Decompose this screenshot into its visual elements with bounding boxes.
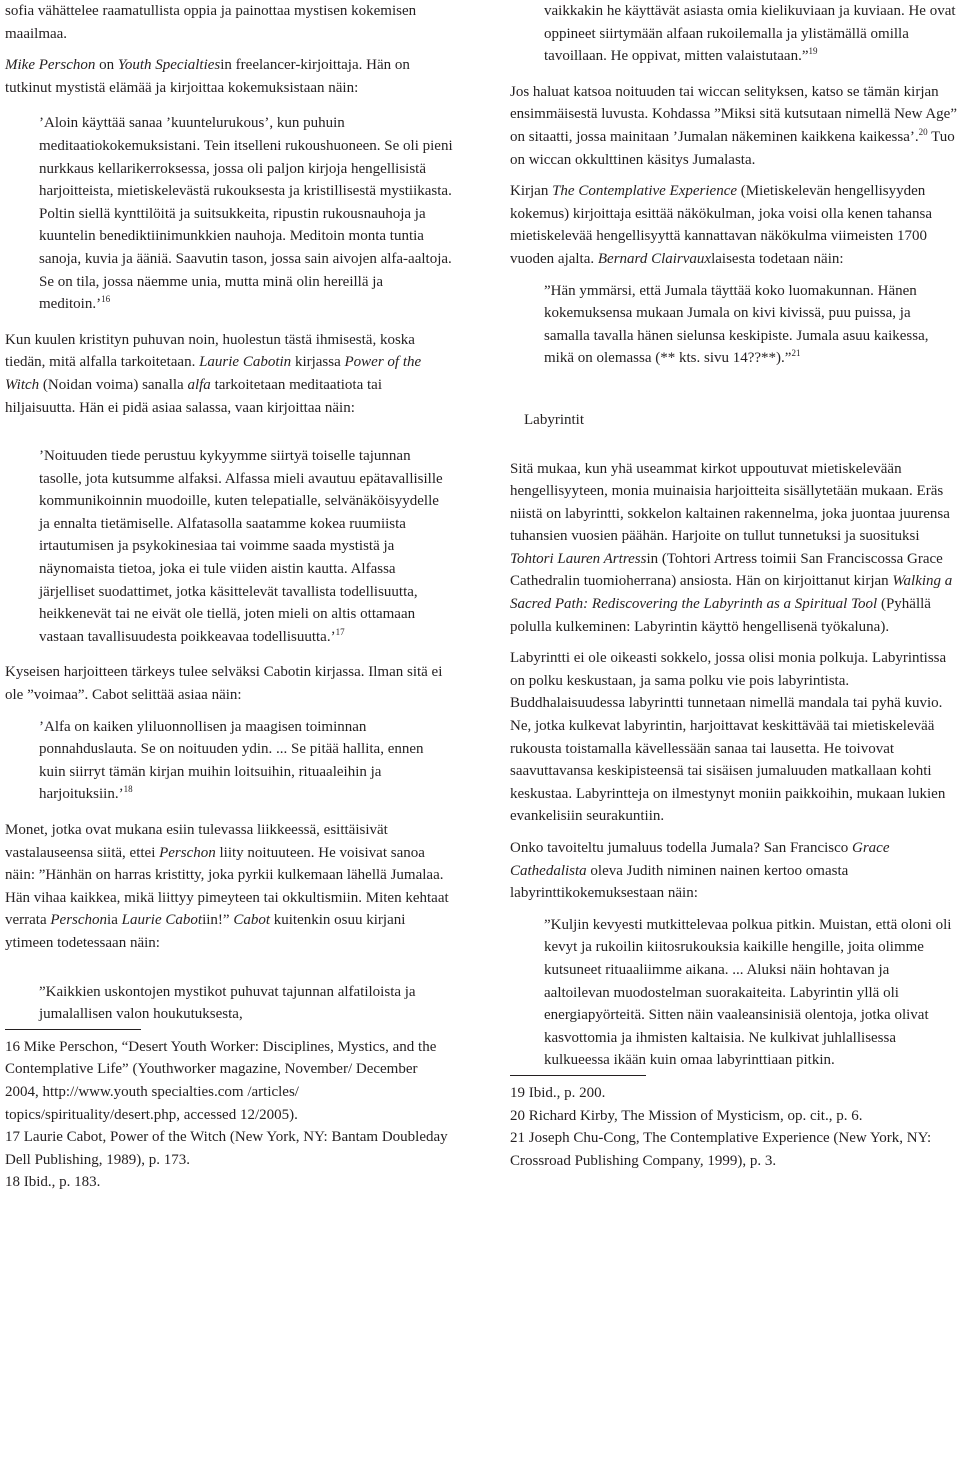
block-quote: ’Noituuden tiede perustuu kykyymme siirtyä toiselle tajunnan tasolle, jota kutsumme alfaksi. Alfassa mieli avautuu epätavallisille kommunikoinnin muodoille, kuten telepatialle, selvänäköisyydelle ja ennalta tietämiselle. Alfatasolla saatamme kokea ruumiista irtautumisen ja psykokinesiaa tai voimme saada mystistä ja näynomaista tietoa, joka ei tule viiden aistin kautta. Alfassa järjelliset suodattimet, jotka käsittelevät tavallista todellisuutta, heikkenevät tai ne eivät ole tiellä, joten mieli on altis ottamaan vastaan tavallisuudesta poikkeavaa todellisuutta.’$^{17}$ xyxy=(39,448,443,645)
block-quote: ”Kaikkien uskontojen mystikot puhuvat tajunnan alfatiloista ja jumalallisen valon houkutuksesta, xyxy=(39,983,416,1023)
block-quote: vaikkakin he käyttävät asiasta omia kielikuviaan ja kuviaan. He ovat oppineet siirtymään alfaan rukoilemalla ja ylistämällä omilla tavoillaan. He oppivat, mitten valaistutaan.”$^{19}$ xyxy=(544,3,956,65)
paragraph: Sitä mukaa, kun yhä useammat kirkot uppoutuvat mietiskelevään hengellisyyteen, monia muinaisia harjoitteita sisällytetään mukaan. Eräs niistä on labyrintti, sokkelon kaltainen rakennelma, joka juontaa juurensa tuhansien vuosien päähän. Harjoite on tullut tunnetuksi ja suosituksi Tohtori Lauren Artressin (Tohtori Artress toimii San Franciscossa Grace Cathedralin tuomioherrana) ansiosta. Hän on kirjoittanut kirjan Walking a Sacred Path: Rediscovering the Labyrinth as a Spiritual Tool (Pyhällä polulla kulkeminen: Labyrintin käyttö hengellisenä työkaluna). xyxy=(510,460,953,635)
section-heading: Labyrintit xyxy=(524,411,584,428)
footnote-ref: 21 xyxy=(791,348,801,359)
paragraph: Mike Perschon on Youth Specialtiesin freelancer-kirjoittaja. Hän on tutkinut mystistä elämää ja kirjoittaa kokemuksistaan näin: xyxy=(5,57,410,96)
footnote: 21 Joseph Chu-Cong, The Contemplative Experience (New York, NY: Crossroad Publishing Company, 1999), p. 3. xyxy=(510,1130,932,1169)
footnote: 20 Richard Kirby, The Mission of Mysticism, op. cit., p. 6. xyxy=(510,1107,863,1124)
block-quote: ”Kuljin kevyesti mutkittelevaa polkua pitkin. Muistan, että oloni oli kevyt ja rukoilin kiitosrukouksia kaikille hengille, joita olimme kutsuneet rituaaliimme aikana. ... Aluksi näin hohtavan ja aaltoilevan muodostelman suorakaiteita. Labyrintin yllä oli energiapyörteitä. Sitten näin vaaleansinisiä olentoja, jotka olivat kasvottomia ja ihmisten kaltaisia. Ne kulkivat juhlallisessa kulkueessa ikään kuin omaa labyrinttiaan pitkin. xyxy=(544,916,952,1069)
footnote: 18 Ibid., p. 183. xyxy=(5,1174,101,1191)
paragraph: Kun kuulen kristityn puhuvan noin, huolestun tästä ihmisestä, koska tiedän, mitä alfalla tarkoitetaan. Laurie Cabotin kirjassa Power of the Witch (Noidan voima) sanalla alfa tarkoitetaan meditaatiota tai hiljaisuutta. Hän ei pidä asiaa salassa, vaan kirjoittaa näin: xyxy=(5,331,422,416)
paragraph: sofia vähättelee raamatullista oppia ja painottaa mystisen kokemisen maailmaa. xyxy=(5,3,417,42)
paragraph: Kirjan The Contemplative Experience (Mietiskelevän hengellisyyden kokemus) kirjoittaja esittää näkökulman, joka voisi olla kenen tahansa mietiskelevää hengellisyyttä kannattavan näkökulma viimeisten 1700 vuoden ajalta. Bernard Clairvauxlaisesta todetaan näin: xyxy=(510,183,932,267)
footnote: 17 Laurie Cabot, Power of the Witch (New York, NY: Bantam Doubleday Dell Publishing, 1989), p. 173. xyxy=(5,1129,448,1168)
left-column xyxy=(5,0,453,1194)
block-quote: ’Aloin käyttää sanaa ’kuuntelurukous’, kun puhuin meditaatiokokemuksistani. Tein itselleni rukoushuoneen. Se oli pieni nurkkaus kellarikerroksessa, jossa oli paljon kirjoja hengellisistä harjoitteista, mietiskelevästä rukouksesta ja kristillisestä mystiikasta. Poltin siellä kynttilöitä ja suitsukkeita, ripustin rukousnauhoja ja kuuntelin benediktiinimunkkien nauhoja. Meditoin monta tuntia sanoja, kuvia ja ääniä. Saavutin tason, jossa sain aivojen alfa-aaltoja. Se on tila, jossa näemme unia, mutta minä olin hereillä ja meditoin.’$^{16}$ xyxy=(39,115,453,313)
footnote-ref: 17 xyxy=(335,626,345,637)
paragraph: Monet, jotka ovat mukana esiin tulevassa liikkeessä, esittäisivät vastalauseensa siitä, ettei Perschon liity noituuteen. He voisivat sanoa näin: ”Hänhän on harras kristitty, joka pyrkii kulkemaan lähellä Jumalaa. Hän vihaa kaikkea, mikä liittyy pimeyteen tai okkultismiin. Miten kehtaat verrata Perschonia Laurie Cabotiin!” Cabot kuitenkin osuu kirjani ytimeen todetessaan näin: xyxy=(5,822,449,951)
footnote-ref: 20 xyxy=(918,126,928,137)
paragraph: Jos haluat katsoa noituuden tai wiccan selityksen, katso se tämän kirjan ensimmäisestä luvusta. Kohdassa ”Miksi sitä kutsutaan nimellä New Age” on sitaatti, jossa mainitaan ’Jumalan näkeminen kaikkena kaikessa’.$^{20}$ Tuo on wiccan okkulttinen käsitys Jumalasta. xyxy=(510,83,957,168)
footnote: 16 Mike Perschon, “Desert Youth Worker: Disciplines, Mystics, and the Contemplative Life” (Youthworker magazine, November/ December 2004, http://www.youth specialties.com /articles/ topics/spirituality/desert.php, accessed 12/2005). xyxy=(5,1038,437,1123)
footnote: 19 Ibid., p. 200. xyxy=(510,1084,606,1101)
footnote-ref: 16 xyxy=(101,294,111,305)
right-column xyxy=(510,0,958,1172)
paragraph: Onko tavoiteltu jumaluus todella Jumala? San Francisco Grace Cathedalista oleva Judith niminen nainen kertoo omasta labyrinttikokemuksestaan näin: xyxy=(510,840,890,902)
paragraph: Labyrintti ei ole oikeasti sokkelo, jossa olisi monia polkuja. Labyrintissa on polku keskustaan, ja sama polku vie pois labyrintista. Buddhalaisuudessa labyrintti tunnetaan nimellä mandala tai pyhä kuvio. Ne, jotka kulkevat labyrintin, harjoittavat keskittävää tai mietiskelevää rukousta toistamalla kävellessään sanaa tai lausetta. He toivovat saavuttavansa keskipisteensä tai sisäisen jumaluuden matkallaan kohti keskustaa. Labyrintteja on ilmestynyt moniin paikkoihin, mukaan lukien evankelisiin seurakuntiin. xyxy=(510,650,947,825)
footnote-ref: 18 xyxy=(123,784,133,795)
footnote-divider xyxy=(5,1029,141,1030)
footnote-ref: 19 xyxy=(808,46,818,57)
footnote-divider xyxy=(510,1075,646,1076)
block-quote: ’Alfa on kaiken yliluonnollisen ja maagisen toiminnan ponnahduslauta. Se on noituuden ydin. ... Se pitää hallita, ennen kuin siirryt tämän kirjan muihin loitsuihin, rituaaleihin ja harjoituksiin.’$^{18}$ xyxy=(39,718,424,803)
paragraph: Kyseisen harjoitteen tärkeys tulee selväksi Cabotin kirjassa. Ilman sitä ei ole ”voimaa”. Cabot selittää asiaa näin: xyxy=(5,664,443,704)
block-quote: ”Hän ymmärsi, että Jumala täyttää koko luomakunnan. Hänen kokemuksensa mukaan Jumala on kivi kivissä, puu puissa, ja samalla tavalla hänen sielunsa keskipiste. Jumala asuu kaikessa, mikä on olemassa (** kts. sivu 14??**).”$^{21}$ xyxy=(544,282,929,367)
